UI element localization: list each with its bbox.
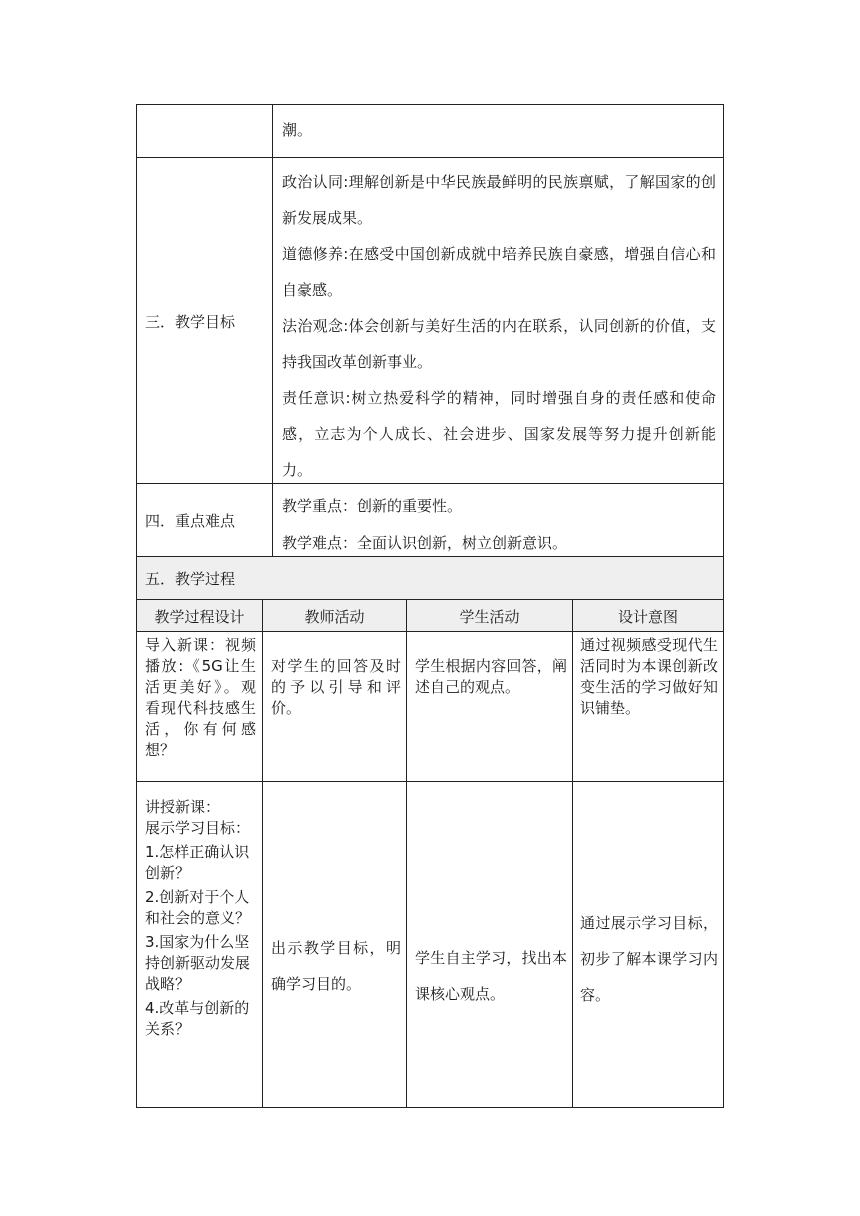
grid-line	[272, 104, 273, 557]
section5-label: 五．教学过程	[145, 570, 236, 588]
row2-design-line: 讲授新课：	[145, 798, 221, 816]
row1-teacher: 对学生的回答及时的予以引导和评价。	[271, 657, 401, 717]
header-design: 教学过程设计	[154, 608, 245, 626]
grid-line	[572, 599, 573, 1108]
grid-line	[406, 599, 407, 1108]
grid-line	[723, 104, 724, 1108]
section3-objectives	[282, 164, 716, 488]
difficult-point: 教学难点：全面认识创新，树立创新意识。	[282, 534, 568, 552]
grid-line	[136, 104, 137, 1108]
continuation-text: 潮。	[282, 121, 313, 139]
key-point: 教学重点：创新的重要性。	[282, 497, 463, 515]
row1-student: 学生根据内容回答，阐述自己的观点。	[415, 657, 567, 696]
header-intent: 设计意图	[617, 608, 678, 626]
row2-teacher: 出示教学目标，明确学习目的。	[271, 939, 401, 993]
row2-student: 学生自主学习，找出本课核心观点。	[415, 949, 567, 1003]
row2-design	[145, 797, 256, 1040]
grid-line	[136, 781, 724, 782]
row2-design-line: 4.改革与创新的关系？	[145, 999, 250, 1038]
header-teacher: 教师活动	[304, 608, 365, 626]
grid-line	[136, 599, 724, 600]
row1-design: 导入新课：视频播放:《5G让生活更美好》。观看现代科技感生活，你有何感想？	[145, 636, 256, 759]
section3-label: 三．教学目标	[145, 313, 236, 331]
objective-political: 政治认同:理解创新是中华民族最鲜明的民族禀赋，了解国家的创新发展成果。	[282, 173, 716, 227]
objective-responsibility: 责任意识:树立热爱科学的精神，同时增强自身的责任感和使命感，立志为个人成长、社会进步、国家发展等努力提升创新能力。	[282, 389, 716, 479]
objective-moral: 道德修养:在感受中国创新成就中培养民族自豪感，增强自信心和自豪感。	[282, 245, 716, 299]
grid-line	[136, 556, 724, 557]
grid-line	[136, 1107, 724, 1108]
grid-line	[262, 599, 263, 1108]
row2-design-line: 展示学习目标：	[145, 819, 251, 837]
section4-label: 四．重点难点	[145, 512, 236, 530]
grid-line	[136, 631, 724, 632]
header-student: 学生活动	[459, 608, 520, 626]
row2-design-line: 2.创新对于个人和社会的意义？	[145, 888, 251, 927]
row2-design-line: 3.国家为什么坚持创新驱动发展战略？	[145, 933, 251, 993]
grid-line	[136, 157, 724, 158]
objective-law: 法治观念:体会创新与美好生活的内在联系，认同创新的价值，支持我国改革创新事业。	[282, 317, 716, 371]
row2-design-line: 1.怎样正确认识创新？	[145, 843, 250, 882]
row1-intent: 通过视频感受现代生活同时为本课创新改变生活的学习做好知识铺垫。	[580, 636, 718, 717]
row2-intent: 通过展示学习目标，初步了解本课学习内容。	[580, 914, 718, 1004]
grid-line	[136, 104, 724, 105]
